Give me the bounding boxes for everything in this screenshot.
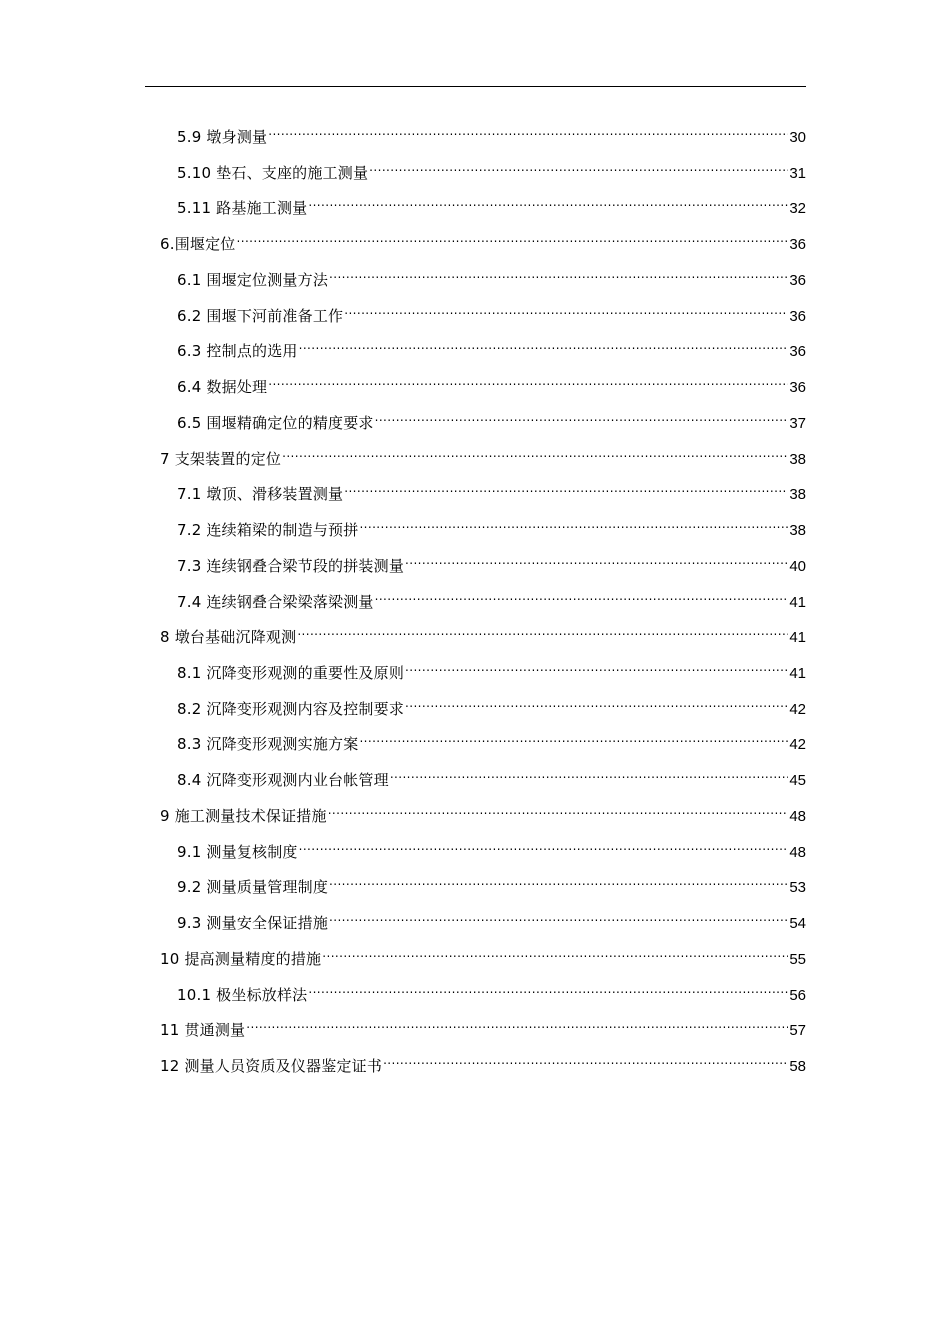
toc-entry-title: 11 贯通测量 bbox=[160, 1021, 246, 1039]
toc-entry[interactable] bbox=[177, 761, 806, 789]
toc-entry[interactable] bbox=[177, 189, 806, 217]
toc-entry-page: 38 bbox=[789, 451, 806, 468]
toc-entry-title: 5.9 墩身测量 bbox=[177, 128, 268, 146]
toc-entry-title: 8 墩台基础沉降观测 bbox=[160, 628, 297, 646]
toc-entry[interactable] bbox=[177, 118, 806, 146]
toc-entry-page: 36 bbox=[789, 272, 806, 289]
toc-dot-leader bbox=[359, 725, 788, 749]
toc-entry-page: 31 bbox=[789, 165, 806, 182]
toc-entry[interactable] bbox=[177, 547, 806, 575]
toc-entry-page: 36 bbox=[789, 379, 806, 396]
toc-entry-title: 6.4 数据处理 bbox=[177, 378, 268, 396]
toc-entry-page: 58 bbox=[789, 1058, 806, 1075]
header-rule bbox=[145, 86, 806, 87]
toc-dot-leader bbox=[344, 475, 788, 499]
toc-entry-page: 56 bbox=[789, 987, 806, 1004]
toc-dot-leader bbox=[329, 868, 788, 892]
toc-entry-page: 55 bbox=[789, 951, 806, 968]
toc-dot-leader bbox=[369, 154, 788, 178]
toc-entry-title: 5.11 路基施工测量 bbox=[177, 199, 308, 217]
toc-entry-title: 7 支架装置的定位 bbox=[160, 450, 282, 468]
toc-entry-title: 6.2 围堰下河前准备工作 bbox=[177, 307, 344, 325]
toc-entry-page: 36 bbox=[789, 343, 806, 360]
toc-entry-title: 7.4 连续钢叠合梁梁落梁测量 bbox=[177, 593, 374, 611]
toc-entry-page: 45 bbox=[789, 772, 806, 789]
toc-entry[interactable] bbox=[177, 654, 806, 682]
toc-entry-title: 6.1 围堰定位测量方法 bbox=[177, 271, 329, 289]
toc-dot-leader bbox=[299, 833, 789, 857]
toc-entry-page: 48 bbox=[789, 808, 806, 825]
toc-entry-page: 42 bbox=[789, 736, 806, 753]
toc-entry-page: 38 bbox=[789, 486, 806, 503]
toc-entry[interactable] bbox=[177, 368, 806, 396]
toc-entry[interactable] bbox=[160, 440, 806, 468]
toc-entry-page: 53 bbox=[789, 879, 806, 896]
toc-entry-page: 41 bbox=[789, 594, 806, 611]
toc-entry[interactable] bbox=[177, 511, 806, 539]
toc-entry[interactable] bbox=[177, 833, 806, 861]
toc-entry-page: 41 bbox=[789, 665, 806, 682]
toc-entry-title: 9.3 测量安全保证措施 bbox=[177, 914, 329, 932]
toc-entry-title: 5.10 垫石、支座的施工测量 bbox=[177, 164, 369, 182]
toc-entry-page: 36 bbox=[789, 236, 806, 253]
toc-entry[interactable] bbox=[160, 1047, 806, 1075]
toc-dot-leader bbox=[359, 511, 788, 535]
toc-dot-leader bbox=[329, 261, 788, 285]
toc-entry[interactable] bbox=[177, 690, 806, 718]
toc-entry-title: 7.3 连续钢叠合梁节段的拼装测量 bbox=[177, 557, 405, 575]
toc-dot-leader bbox=[308, 976, 788, 1000]
toc-entry-title: 7.2 连续箱梁的制造与预拼 bbox=[177, 521, 359, 539]
toc-entry[interactable] bbox=[160, 618, 806, 646]
toc-dot-leader bbox=[383, 1047, 788, 1071]
toc-entry-page: 32 bbox=[789, 200, 806, 217]
toc-dot-leader bbox=[390, 761, 788, 785]
toc-entry[interactable] bbox=[177, 725, 806, 753]
toc-dot-leader bbox=[375, 583, 789, 607]
toc-dot-leader bbox=[405, 690, 788, 714]
toc-dot-leader bbox=[375, 404, 789, 428]
toc-entry-page: 41 bbox=[789, 629, 806, 646]
toc-entry-page: 37 bbox=[789, 415, 806, 432]
toc-entry-title: 8.2 沉降变形观测内容及控制要求 bbox=[177, 700, 405, 718]
toc-entry-page: 42 bbox=[789, 701, 806, 718]
toc-entry-title: 12 测量人员资质及仪器鉴定证书 bbox=[160, 1057, 383, 1075]
toc-dot-leader bbox=[237, 225, 789, 249]
toc-dot-leader bbox=[268, 118, 788, 142]
toc-entry-title: 8.1 沉降变形观测的重要性及原则 bbox=[177, 664, 405, 682]
toc-entry[interactable] bbox=[177, 904, 806, 932]
toc-entry-title: 6.围堰定位 bbox=[160, 235, 236, 253]
toc-entry[interactable] bbox=[160, 940, 806, 968]
toc-dot-leader bbox=[246, 1011, 788, 1035]
toc-dot-leader bbox=[308, 189, 788, 213]
toc-entry-page: 40 bbox=[789, 558, 806, 575]
toc-dot-leader bbox=[268, 368, 788, 392]
toc-entry-title: 9.1 测量复核制度 bbox=[177, 843, 298, 861]
toc-entry-title: 10.1 极坐标放样法 bbox=[177, 986, 308, 1004]
toc-entry[interactable] bbox=[177, 404, 806, 432]
toc-dot-leader bbox=[405, 547, 788, 571]
toc-entry[interactable] bbox=[160, 225, 806, 253]
toc-entry[interactable] bbox=[177, 154, 806, 182]
toc-entry-title: 10 提高测量精度的措施 bbox=[160, 950, 322, 968]
toc-dot-leader bbox=[282, 440, 788, 464]
toc-entry[interactable] bbox=[177, 475, 806, 503]
toc-entry-title: 8.4 沉降变形观测内业台帐管理 bbox=[177, 771, 389, 789]
toc-entry[interactable] bbox=[177, 976, 806, 1004]
toc-entry-page: 48 bbox=[789, 844, 806, 861]
toc-entry-title: 9.2 测量质量管理制度 bbox=[177, 878, 329, 896]
toc-entry[interactable] bbox=[177, 583, 806, 611]
toc-entry-title: 9 施工测量技术保证措施 bbox=[160, 807, 327, 825]
toc-dot-leader bbox=[405, 654, 788, 678]
toc-entry-page: 54 bbox=[789, 915, 806, 932]
toc-entry[interactable] bbox=[177, 297, 806, 325]
toc-entry[interactable] bbox=[160, 797, 806, 825]
toc-entry-title: 7.1 墩顶、滑移装置测量 bbox=[177, 485, 344, 503]
toc-dot-leader bbox=[297, 618, 788, 642]
toc-dot-leader bbox=[329, 904, 788, 928]
toc-entry-page: 30 bbox=[789, 129, 806, 146]
toc-entry-page: 57 bbox=[789, 1022, 806, 1039]
toc-entry[interactable] bbox=[177, 868, 806, 896]
toc-entry-title: 6.3 控制点的选用 bbox=[177, 342, 298, 360]
toc-entry[interactable] bbox=[160, 1011, 806, 1039]
toc-dot-leader bbox=[299, 332, 789, 356]
toc-entry-page: 36 bbox=[789, 308, 806, 325]
toc-dot-leader bbox=[344, 297, 788, 321]
toc-entry[interactable] bbox=[177, 261, 806, 289]
toc-dot-leader bbox=[322, 940, 788, 964]
toc-dot-leader bbox=[328, 797, 789, 821]
toc-entry-title: 6.5 围堰精确定位的精度要求 bbox=[177, 414, 374, 432]
toc-entry-title: 8.3 沉降变形观测实施方案 bbox=[177, 735, 359, 753]
toc-entry-page: 38 bbox=[789, 522, 806, 539]
toc-entry[interactable] bbox=[177, 332, 806, 360]
